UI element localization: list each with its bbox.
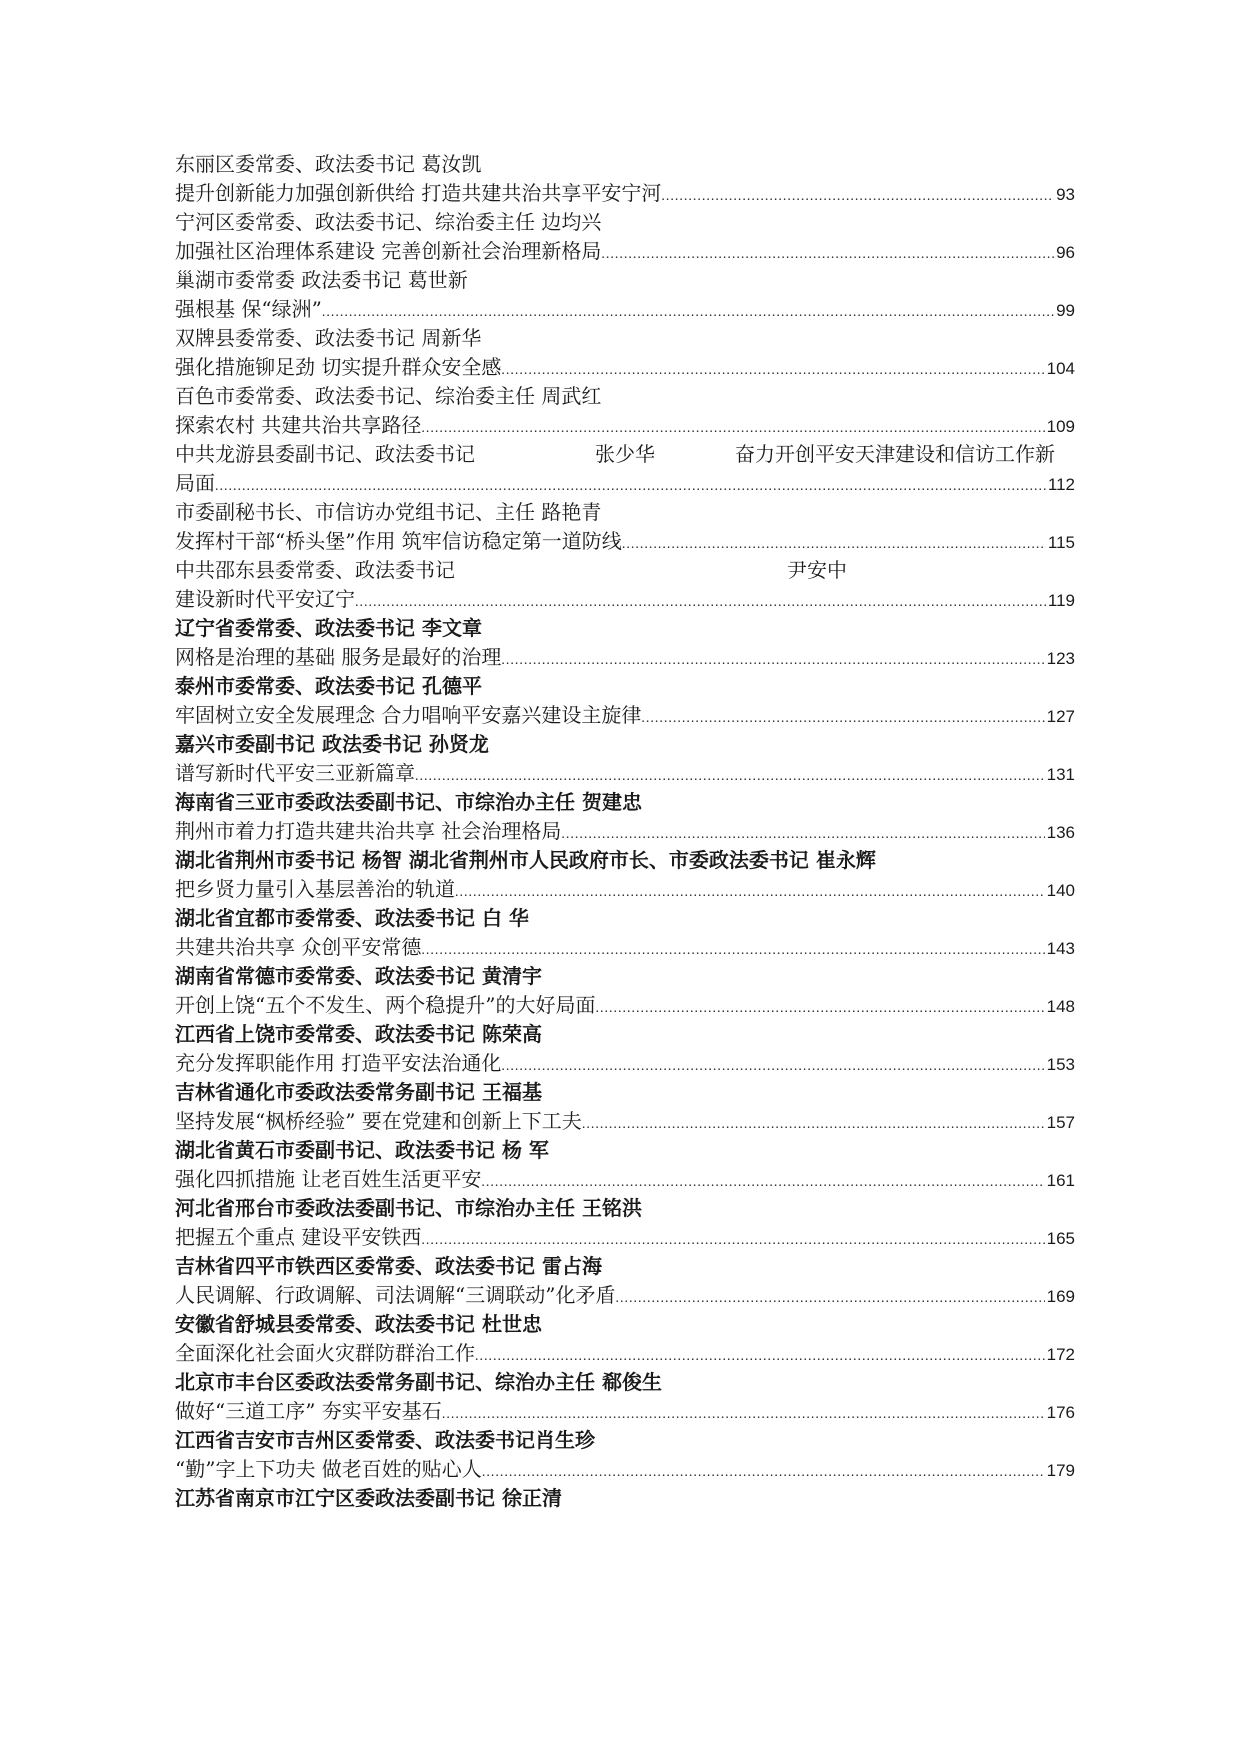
leader-dots [421,1226,1044,1252]
leader-dots [475,1342,1045,1368]
leader-dots [481,1168,1044,1194]
toc-page-number: 172 [1046,1345,1075,1364]
toc-page-number: 165 [1046,1229,1075,1248]
author-line: 泰州市委常委、政法委书记 孔德平 [175,674,482,698]
toc-entry[interactable] [175,1455,1075,1484]
toc-entry[interactable] [175,701,1075,730]
toc-entry[interactable] [175,353,1075,382]
author-line: 嘉兴市委副书记 政法委书记 孙贤龙 [175,732,489,756]
toc-entry[interactable] [175,237,1075,266]
leader-dots [455,878,1045,904]
author-line: 江西省吉安市吉州区委常委、政法委书记肖生珍 [175,1428,595,1452]
toc-entry-title: 发挥村干部“桥头堡”作用 筑牢信访稳定第一道防线 [175,529,622,553]
author-line [175,556,1075,585]
leader-dots [601,240,1054,266]
toc-entry[interactable] [175,469,1075,498]
toc-page-number: 109 [1046,417,1075,436]
toc-entry-title: 人民调解、行政调解、司法调解“三调联动”化矛盾 [175,1283,616,1307]
author-line: 吉林省四平市铁西区委常委、政法委书记 雷占海 [175,1254,602,1278]
toc-page-number: 119 [1047,591,1075,610]
toc-entry[interactable] [175,1223,1075,1252]
toc-entry-title: 强化措施铆足劲 切实提升群众安全感 [175,355,502,379]
toc-entry[interactable] [175,1049,1075,1078]
author-line: 市委副秘书长、市信访办党组书记、主任 路艳青 [175,500,602,524]
toc-entry-title: 做好“三道工序” 夯实平安基石 [175,1399,442,1423]
toc-entry-title: 建设新时代平安辽宁 [175,587,355,611]
toc-entry-title: 把握五个重点 建设平安铁西 [175,1225,422,1249]
toc-entry[interactable] [175,759,1075,788]
author-line: 巢湖市委常委 政法委书记 葛世新 [175,268,468,292]
toc-entry[interactable] [175,1397,1075,1426]
author-line: 海南省三亚市委政法委副书记、市综治办主任 贺建忠 [175,790,642,814]
toc-page-number: 112 [1047,475,1075,494]
author-title: 中共龙游县委副书记、政法委书记 [175,442,475,466]
author-line: 江西省上饶市委常委、政法委书记 陈荣高 [175,1022,542,1046]
toc-entry-title: 强化四抓措施 让老百姓生活更平安 [175,1167,482,1191]
leader-dots [415,762,1045,788]
toc-entry[interactable] [175,991,1075,1020]
toc-page-number: 143 [1046,939,1075,958]
author-line: 北京市丰台区委政法委常务副书记、综治办主任 郗俊生 [175,1370,662,1394]
leader-dots [501,1052,1044,1078]
toc-entry[interactable] [175,179,1075,208]
leader-dots [615,1284,1044,1310]
toc-entry-title: 全面深化社会面火灾群防群治工作 [175,1341,475,1365]
author-line: 百色市委常委、政法委书记、综治委主任 周武红 [175,384,602,408]
toc-entry-title: 谱写新时代平安三亚新篇章 [175,761,415,785]
toc-entry-title: “勤”字上下功夫 做老百姓的贴心人 [175,1457,482,1481]
author-line: 宁河区委常委、政法委书记、综治委主任 边均兴 [175,210,602,234]
author-line: 双牌县委常委、政法委书记 周新华 [175,326,482,350]
toc-entry[interactable] [175,1107,1075,1136]
toc-entry-title: 把乡贤力量引入基层善治的轨道 [175,877,455,901]
author-line: 湖北省宜都市委常委、政法委书记 白 华 [175,906,529,930]
leader-dots [215,472,1046,498]
toc-page-number: 136 [1046,823,1075,842]
toc-entry-title: 荆州市着力打造共建共治共享 社会治理格局 [175,819,562,843]
author-line [175,440,1075,469]
toc-page-number: 96 [1056,243,1075,262]
toc-entry-title: 强根基 保“绿洲” [175,297,322,321]
toc-entry[interactable] [175,643,1075,672]
leader-dots [641,704,1044,730]
author-line: 辽宁省委常委、政法委书记 李文章 [175,616,482,640]
author-name: 尹安中 [787,558,847,582]
toc-entry[interactable] [175,1281,1075,1310]
author-line: 湖北省黄石市委副书记、政法委书记 杨 军 [175,1138,549,1162]
toc-entry-title: 坚持发展“枫桥经验” 要在党建和创新上下工夫 [175,1109,582,1133]
author-line: 江苏省南京市江宁区委政法委副书记 徐正清 [175,1486,562,1510]
author-name: 张少华 [595,442,655,466]
leader-dots [355,588,1046,614]
toc-page-number: 157 [1046,1113,1075,1132]
toc-entry-title[interactable]: 奋力开创平安天津建设和信访工作新 [735,442,1055,466]
toc-page-number: 127 [1046,707,1075,726]
toc-page-number: 131 [1046,765,1075,784]
toc-entry-title: 加强社区治理体系建设 完善创新社会治理新格局 [175,239,602,263]
toc-entry-title: 局面 [175,471,215,495]
leader-dots [501,356,1044,382]
toc-entry[interactable] [175,527,1075,556]
toc-entry[interactable] [175,875,1075,904]
leader-dots [442,1400,1045,1426]
toc-page-number: 179 [1046,1461,1075,1480]
author-line: 湖北省荆州市委书记 杨智 湖北省荆州市人民政府市长、市委政法委书记 崔永辉 [175,848,876,872]
toc-entry[interactable] [175,817,1075,846]
leader-dots [501,646,1044,672]
leader-dots [582,1110,1045,1136]
toc-entry[interactable] [175,1339,1075,1368]
leader-dots [421,414,1044,440]
toc-entry-title: 牢固树立安全发展理念 合力唱响平安嘉兴建设主旋律 [175,703,642,727]
leader-dots [322,298,1054,324]
toc-page-number: 115 [1047,533,1075,552]
toc-page-number: 99 [1056,301,1075,320]
toc-page-number: 161 [1046,1171,1075,1190]
author-line: 河北省邢台市委政法委副书记、市综治办主任 王铭洪 [175,1196,642,1220]
toc-page-number: 104 [1046,359,1075,378]
toc-entry[interactable] [175,411,1075,440]
toc-entry-title: 探索农村 共建共治共享路径 [175,413,422,437]
author-title: 中共邵东县委常委、政法委书记 [175,558,455,582]
toc-page-number: 93 [1056,185,1075,204]
author-line: 安徽省舒城县委常委、政法委书记 杜世忠 [175,1312,542,1336]
leader-dots [661,182,1054,208]
toc-page-number: 176 [1046,1403,1075,1422]
toc-entry[interactable] [175,585,1075,614]
leader-dots [622,530,1046,556]
toc-page-number: 123 [1046,649,1075,668]
toc-entry[interactable] [175,1165,1075,1194]
author-line: 湖南省常德市委常委、政法委书记 黄清宇 [175,964,542,988]
toc-entry-title: 共建共治共享 众创平安常德 [175,935,422,959]
leader-dots [595,994,1044,1020]
toc-entry[interactable] [175,933,1075,962]
toc-page-number: 169 [1046,1287,1075,1306]
table-of-contents [175,150,1075,1513]
toc-page-number: 148 [1046,997,1075,1016]
toc-entry-title: 充分发挥职能作用 打造平安法治通化 [175,1051,502,1075]
toc-entry-title: 开创上饶“五个不发生、两个稳提升”的大好局面 [175,993,596,1017]
toc-entry[interactable] [175,295,1075,324]
leader-dots [421,936,1044,962]
author-line: 吉林省通化市委政法委常务副书记 王福基 [175,1080,542,1104]
author-line: 东丽区委常委、政法委书记 葛汝凯 [175,152,482,176]
toc-page-number: 153 [1046,1055,1075,1074]
toc-entry-title: 提升创新能力加强创新供给 打造共建共治共享平安宁河 [175,181,662,205]
leader-dots [561,820,1044,846]
toc-entry-title: 网格是治理的基础 服务是最好的治理 [175,645,502,669]
toc-page-number: 140 [1046,881,1075,900]
leader-dots [482,1458,1045,1484]
